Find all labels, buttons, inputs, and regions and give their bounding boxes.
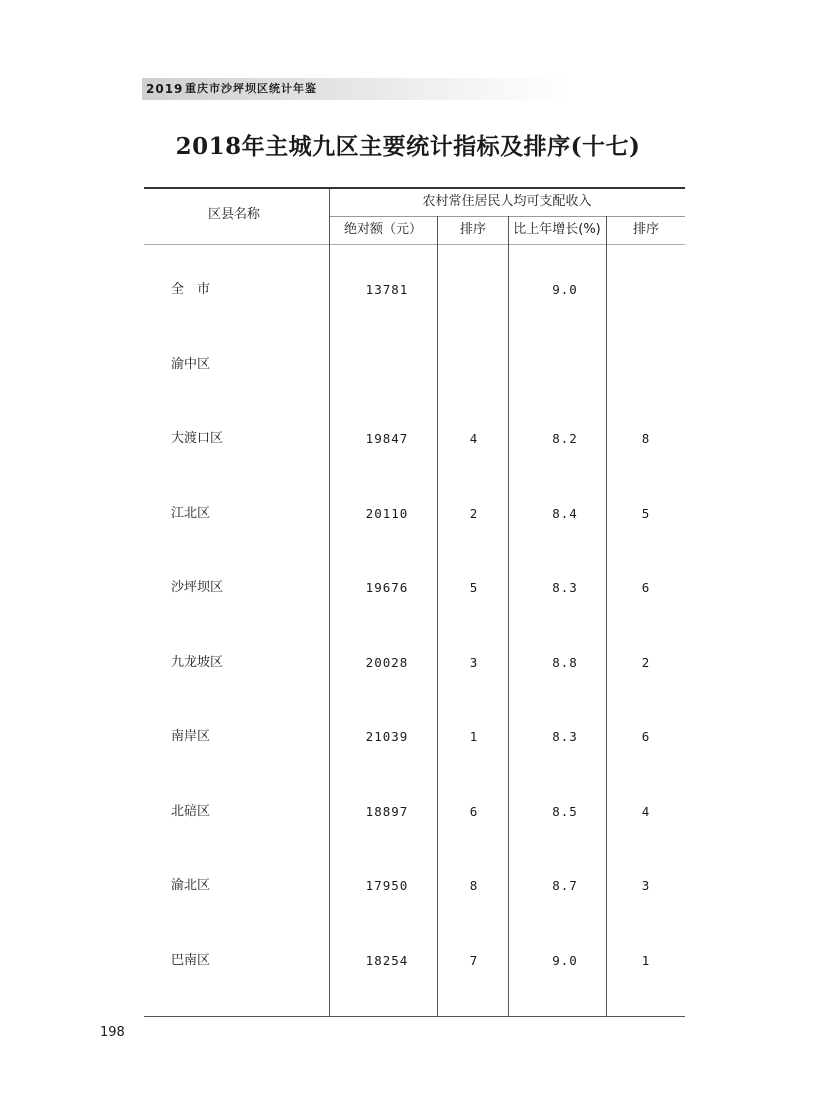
region-name: 北碚区 [171,804,211,819]
rank-absolute: 5 [469,580,479,595]
region-name: 九龙坡区 [171,655,224,670]
growth-value: 9.0 [552,953,578,968]
region-name: 渝北区 [171,878,211,893]
growth-value: 8.8 [552,655,578,670]
region-name: 南岸区 [171,729,211,744]
header-growth: 比上年增长(%) [513,222,601,237]
region-name: 大渡口区 [171,431,224,446]
absolute-value: 17950 [365,878,409,893]
rank-absolute: 3 [469,655,479,670]
header-rank-1: 排序 [459,222,487,237]
header-bottom-rule [144,244,685,245]
page-number: 198 [100,1025,125,1040]
growth-value: 8.3 [552,580,578,595]
rank-growth: 8 [641,431,651,446]
rank-absolute: 7 [469,953,479,968]
column-divider [508,216,509,1017]
header-book-title: 重庆市沙坪坝区统计年鉴 [185,82,317,95]
column-divider [606,216,607,1017]
absolute-value: 21039 [365,729,409,744]
growth-value: 8.4 [552,506,578,521]
header-absolute: 绝对额（元） [343,222,423,237]
rank-absolute: 2 [469,506,479,521]
absolute-value: 20110 [365,506,409,521]
growth-value: 8.3 [552,729,578,744]
rank-growth: 4 [641,804,651,819]
header-year: 2019 [146,82,184,96]
rank-growth: 2 [641,655,651,670]
header-region: 区县名称 [207,207,261,222]
region-name: 渝中区 [171,357,211,372]
column-divider [437,216,438,1017]
page-title: 2018年主城九区主要统计指标及排序(十七) [175,133,641,160]
rank-growth: 5 [641,506,651,521]
absolute-value: 18897 [365,804,409,819]
growth-value: 9.0 [552,282,578,297]
absolute-value: 18254 [365,953,409,968]
table-bottom-rule [144,1016,685,1017]
column-divider [329,189,330,1017]
table-top-rule [144,187,685,189]
header-rank-2: 排序 [632,222,660,237]
rank-absolute: 4 [469,431,479,446]
growth-value: 8.2 [552,431,578,446]
region-name: 全 市 [171,282,211,297]
rank-growth: 6 [641,580,651,595]
absolute-value: 19847 [365,431,409,446]
rank-absolute: 8 [469,878,479,893]
rank-growth: 6 [641,729,651,744]
rank-growth: 3 [641,878,651,893]
region-name: 沙坪坝区 [171,580,224,595]
region-name: 江北区 [171,506,211,521]
region-name: 巴南区 [171,953,211,968]
absolute-value: 20028 [365,655,409,670]
header-group: 农村常住居民人均可支配收入 [422,194,592,209]
rank-absolute: 6 [469,804,479,819]
rank-absolute: 1 [469,729,479,744]
rank-growth: 1 [641,953,651,968]
absolute-value: 13781 [365,282,409,297]
absolute-value: 19676 [365,580,409,595]
growth-value: 8.5 [552,804,578,819]
growth-value: 8.7 [552,878,578,893]
